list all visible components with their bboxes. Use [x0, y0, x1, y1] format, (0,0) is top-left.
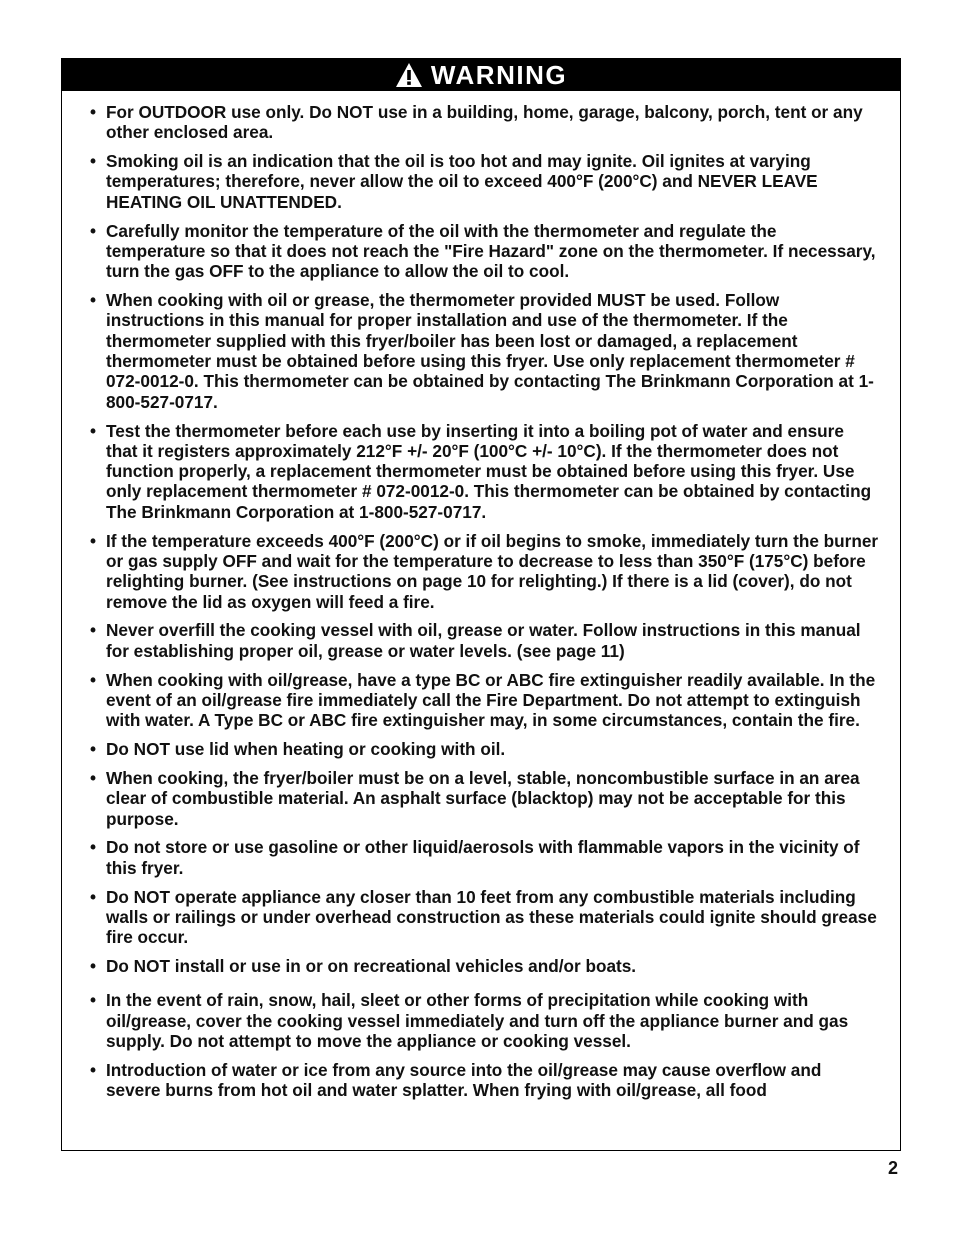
- warning-item-text: If the temperature exceeds 400°F (200°C) or if oil begins to smoke, immediately turn the burner or gas supply OFF and wait for the temperature to decrease to less than 350°F (175°C) before relighting burner. (See instructions on page 10 for relighting.) If there is a lid (cover), do not remove the lid as oxygen will feed a fire.: [106, 530, 879, 612]
- warning-header: [62, 59, 900, 91]
- page-number: 2: [887, 1158, 898, 1178]
- warning-item: [90, 151, 880, 212]
- bullet: •: [90, 151, 97, 172]
- warning-item: [90, 768, 880, 829]
- warning-item: [90, 990, 880, 1051]
- warning-item: [90, 1060, 880, 1101]
- warning-list: [90, 102, 880, 1109]
- warning-item: [90, 739, 880, 759]
- warning-item-text: Carefully monitor the temperature of the oil with the thermometer and regulate the temperature so that it does not reach the "Fire Hazard" zone on the thermometer. If necessary, turn the gas OFF to the appliance to allow the oil to cool.: [106, 220, 876, 282]
- warning-item-text: Smoking oil is an indication that the oil is too hot and may ignite. Oil ignites at varying temperatures; therefore, never allow the oil to exceed 400°F (200°C) and NEVER LEAVE HEATING OIL UNATTENDED.: [106, 151, 818, 212]
- bullet: •: [90, 990, 97, 1011]
- warning-item: [90, 102, 880, 143]
- bullet: •: [90, 1059, 97, 1080]
- warning-item: [90, 620, 880, 661]
- warning-item: [90, 670, 880, 731]
- bullet: •: [90, 767, 97, 788]
- warning-item: [90, 531, 880, 612]
- warning-triangle-icon: [395, 62, 423, 88]
- warning-item-text: Do NOT use lid when heating or cooking with oil.: [106, 739, 506, 760]
- bullet: •: [90, 956, 97, 977]
- bullet: •: [90, 102, 97, 122]
- bullet: •: [90, 620, 97, 641]
- warning-item: [90, 290, 880, 412]
- warning-item-text: When cooking with oil or grease, the thermometer provided MUST be used. Follow instructions in this manual for proper installation and use of the thermometer. If the thermometer supplied with this fryer/boiler has been lost or damaged, a replacement thermometer must be obtained before using this fryer. Use only replacement thermometer # 072-0012-0. This thermometer can be obtained by contacting The Brinkmann Corporation at 1-800-527-0717.: [106, 290, 874, 412]
- warning-item-text: When cooking, the fryer/boiler must be on a level, stable, noncombustible surface in an area clear of combustible material. An asphalt surface (blacktop) may not be acceptable for this purpose.: [106, 767, 860, 829]
- warning-item: [90, 837, 880, 878]
- bullet: •: [90, 739, 97, 760]
- warning-item-text: Do NOT operate appliance any closer than 10 feet from any combustible materials including walls or railings or under overhead construction as these materials could ignite should grease fire occur.: [106, 886, 877, 948]
- warning-item: [90, 421, 880, 522]
- warning-item-text: For OUTDOOR use only. Do NOT use in a building, home, garage, balcony, porch, tent or any other enclosed area.: [106, 102, 863, 143]
- warning-item-text: Never overfill the cooking vessel with oil, grease or water. Follow instructions in this manual for establishing proper oil, grease or water levels. (see page 11): [106, 620, 861, 661]
- bullet: •: [90, 669, 97, 690]
- warning-item-text: In the event of rain, snow, hail, sleet or other forms of precipitation while cooking with oil/grease, cover the cooking vessel immediately and turn off the appliance burner and gas supply. Do not attempt to move the appliance or cooking vessel.: [106, 990, 849, 1051]
- warning-item-text: Test the thermometer before each use by inserting it into a boiling pot of water and ensure that it registers approximately 212°F +/- 20°F (100°C +/- 10°C). If the thermometer does not function properly, a replacement thermometer must be obtained before using this fryer. Use only replacement thermometer # 072-0012-0. This thermometer can be obtained by contacting The Brinkmann Corporation at 1-800-527-0717.: [106, 420, 872, 522]
- bullet: •: [90, 290, 97, 311]
- bullet: •: [90, 420, 97, 441]
- warning-item: [90, 956, 880, 976]
- warning-item-text: Do not store or use gasoline or other liquid/aerosols with flammable vapors in the vicinity of this fryer.: [106, 837, 860, 878]
- warning-box: [61, 58, 901, 1151]
- bullet: •: [90, 837, 97, 858]
- bullet: •: [90, 530, 97, 551]
- warning-title: WARNING: [430, 59, 568, 90]
- warning-item-text: When cooking with oil/grease, have a type BC or ABC fire extinguisher readily available. In the event of an oil/grease fire immediately call the Fire Department. Do not attempt to extinguish with water. A Type BC or ABC fire extinguisher may, in some circumstances, contain the fire.: [106, 669, 876, 731]
- bullet: •: [90, 220, 97, 241]
- warning-item-text: Introduction of water or ice from any source into the oil/grease may cause overflow and severe burns from hot oil and water splatter. When frying with oil/grease, all food: [106, 1059, 822, 1101]
- bullet: •: [90, 886, 97, 907]
- warning-item-text: Do NOT install or use in or on recreational vehicles and/or boats.: [106, 956, 637, 977]
- warning-item: [90, 887, 880, 948]
- warning-item: [90, 221, 880, 282]
